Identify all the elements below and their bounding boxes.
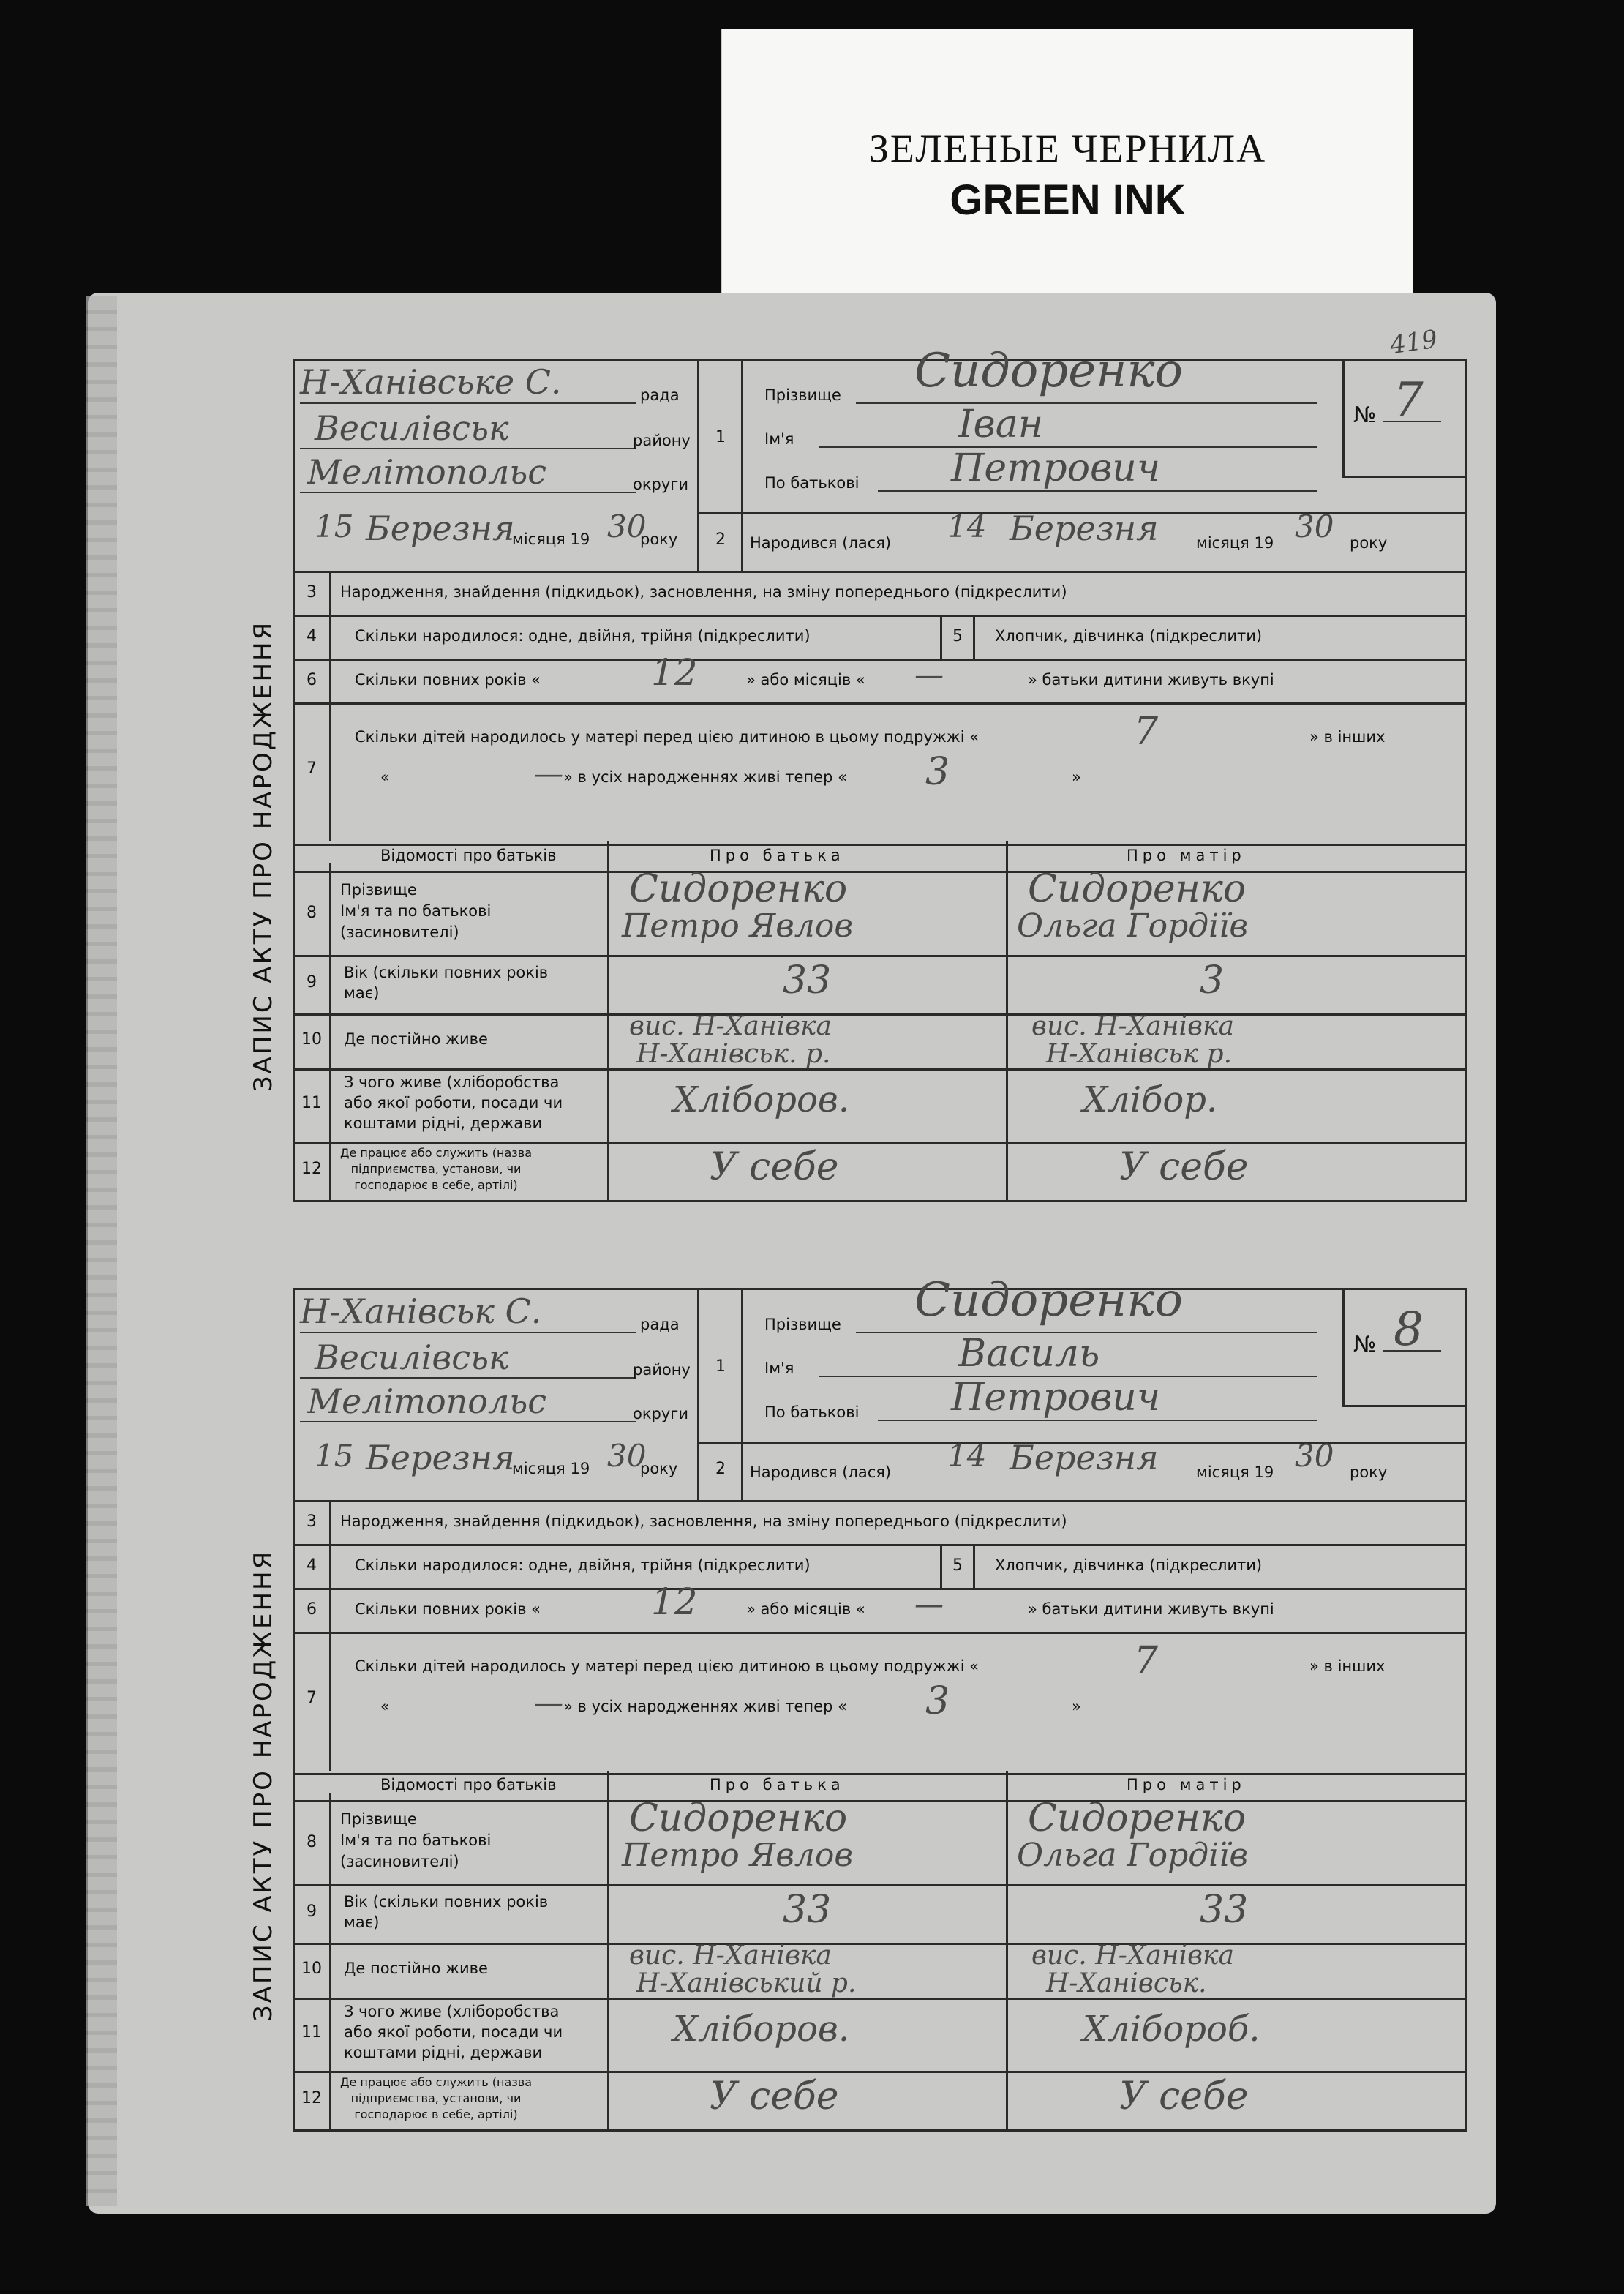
row-number: 10 [301, 1030, 322, 1049]
birth-day: 14 [947, 1438, 987, 1474]
table-divider [1006, 841, 1008, 1200]
row-number: 10 [301, 1960, 322, 1978]
record-side-title [241, 520, 285, 1193]
row6-label-b: » або місяців « [746, 671, 865, 689]
row5-label: Хлопчик, дівчинка (підкреслити) [995, 627, 1263, 645]
rows-3-7 [293, 571, 1467, 846]
row-divider [973, 1544, 975, 1588]
children-other: — [534, 1687, 563, 1720]
mother-workplace: У себе [1119, 2074, 1249, 2118]
mother-name: Ольга Гордіїв [1017, 1837, 1248, 1874]
patronymic-label: По батькові [764, 474, 860, 492]
row-divider [293, 659, 1465, 661]
underline [878, 490, 1317, 492]
row-number: 12 [301, 2089, 322, 2107]
table-header-father: Про батька [710, 1776, 845, 1793]
birth-month: Березня [1010, 509, 1159, 548]
row10-label: Де постійно живе [344, 1030, 488, 1048]
record-number-value: 7 [1394, 373, 1424, 427]
rada-label: рада [640, 1316, 680, 1333]
birth-year-label: року [1350, 1463, 1388, 1481]
reg-month-label: місяця 19 [512, 1460, 590, 1477]
birth-day: 14 [947, 509, 987, 544]
row-divider [329, 571, 331, 841]
underline [856, 402, 1317, 404]
patronymic-value: Петрович [951, 1376, 1161, 1420]
children-other: — [534, 757, 563, 791]
birth-label: Народився (лася) [750, 1463, 892, 1481]
underline [300, 402, 636, 404]
row10-label: Де постійно живе [344, 1960, 488, 1977]
header-divider [741, 1288, 743, 1500]
raion-label: району [633, 432, 691, 449]
raion-label: району [633, 1361, 691, 1379]
reg-year: 30 [607, 1438, 647, 1474]
table-header-mother: Про матір [1127, 847, 1246, 864]
father-surname: Сидоренко [629, 1796, 848, 1840]
row-number: 6 [307, 671, 317, 689]
surname-label: Прізвище [764, 1316, 841, 1333]
table-header-parents: Відомості про батьків [380, 847, 557, 864]
row-number: 5 [952, 627, 963, 645]
mother-surname: Сидоренко [1028, 1796, 1247, 1840]
table-divider [607, 841, 609, 1200]
row6-label-b: » або місяців « [746, 1600, 865, 1618]
father-residence-1: вис. Н-Ханівка [629, 1941, 832, 1971]
rows-3-7 [293, 1500, 1467, 1775]
underline [1383, 1350, 1441, 1352]
mother-livelihood: Хлібор. [1083, 1079, 1218, 1120]
row-divider [293, 615, 1465, 617]
row-divider [973, 615, 975, 659]
row3-label: Народження, знайдення (підкидьок), засновлення, на зміну попереднього (підкреслити) [340, 583, 1067, 601]
underline [300, 1421, 636, 1422]
table-divider [329, 863, 331, 1200]
field-number-1: 1 [715, 1357, 726, 1376]
ink-label-ru: ЗЕЛЕНЫЕ ЧЕРНИЛА [868, 127, 1267, 170]
father-livelihood: Хліборов. [673, 2009, 850, 2050]
page-number: 419 [1388, 324, 1440, 361]
row-number: 9 [307, 973, 317, 992]
ink-label-card [721, 29, 1413, 296]
father-workplace: У себе [710, 2074, 839, 2118]
underline [878, 1420, 1317, 1421]
record-number-label: № [1353, 402, 1377, 428]
row-divider [293, 1588, 1465, 1590]
table-divider [293, 1998, 1465, 2000]
reg-month: Березня [366, 509, 515, 548]
row7-label-a: Скільки дітей народилось у матері перед цією дитиною в цьому подружжі « [355, 728, 980, 746]
row-number: 4 [307, 1556, 317, 1575]
children-this-marriage: 7 [1134, 1639, 1159, 1683]
row7-label-b: » в інших [1309, 728, 1386, 746]
underline [300, 1377, 636, 1379]
okruha-value: Мелітопольс [307, 452, 547, 492]
side-title-text: ЗАПИС АКТУ ПРО НАРОДЖЕННЯ [249, 1549, 278, 2022]
row-number: 5 [952, 1556, 963, 1575]
birth-record-2 [241, 1273, 1467, 2129]
row7-label-a: Скільки дітей народилось у матері перед цією дитиною в цьому подружжі « [355, 1657, 980, 1675]
record-side-title [241, 1449, 285, 2122]
okruha-label: округи [633, 476, 688, 493]
mother-residence-1: вис. Н-Ханівка [1031, 1941, 1234, 1971]
record-number-label: № [1353, 1332, 1377, 1357]
row4-label: Скільки народилося: одне, двійня, трійня (підкреслити) [355, 1556, 811, 1574]
name-label: Ім'я [764, 1360, 794, 1377]
row3-label: Народження, знайдення (підкидьок), засновлення, на зміну попереднього (підкреслити) [340, 1513, 1067, 1530]
row-number: 3 [307, 583, 317, 601]
father-name: Петро Явлов [622, 1837, 854, 1874]
header-divider [1342, 1288, 1345, 1405]
row-divider [329, 1500, 331, 1771]
mother-age: 3 [1200, 959, 1225, 1002]
children-this-marriage: 7 [1134, 710, 1159, 754]
father-residence-2: Н-Ханівський р. [636, 1968, 857, 1998]
row11-label: З чого живе (хліборобства або якої роботи, посади чи коштами рідні, держави [344, 2003, 563, 2061]
header-divider [741, 359, 743, 571]
okruha-value: Мелітопольс [307, 1382, 547, 1421]
father-residence-1: вис. Н-Ханівка [629, 1011, 832, 1041]
reg-year-label: року [640, 1460, 678, 1477]
table-divider [1006, 1771, 1008, 2129]
reg-year: 30 [607, 509, 647, 544]
mother-livelihood: Хлібороб. [1083, 2009, 1260, 2050]
father-name: Петро Явлов [622, 907, 854, 945]
table-divider [607, 1771, 609, 2129]
side-title-text: ЗАПИС АКТУ ПРО НАРОДЖЕННЯ [249, 620, 278, 1092]
row7-label-c: « [380, 1698, 390, 1715]
row-number: 9 [307, 1903, 317, 1921]
months-together: — [914, 659, 944, 692]
birth-month-label: місяця 19 [1196, 534, 1274, 552]
birth-month-label: місяця 19 [1196, 1463, 1274, 1481]
row6-label-c: » батьки дитини живуть вкупі [1028, 671, 1274, 689]
table-divider [293, 1800, 1465, 1802]
header-divider [1342, 476, 1465, 478]
surname-label: Прізвище [764, 386, 841, 404]
raion-value: Весилівськ [315, 1338, 509, 1377]
ink-label-en: GREEN INK [950, 176, 1186, 224]
row12-label: Де працює або служить (назва підприємства, установи, чи господарює в себе, артілі) [340, 1146, 533, 1192]
birth-month: Березня [1010, 1438, 1159, 1477]
row7-label-c: « [380, 768, 390, 786]
table-header-father: Про батька [710, 847, 845, 864]
row7-label-b: » в інших [1309, 1657, 1386, 1675]
rada-label: рада [640, 386, 680, 404]
row-number: 4 [307, 627, 317, 645]
record-number-value: 8 [1394, 1302, 1424, 1357]
name-label: Ім'я [764, 430, 794, 448]
row7-label-e: » [1072, 768, 1081, 786]
header-divider [1342, 359, 1345, 476]
header-divider [697, 359, 699, 571]
row6-label-a: Скільки повних років « [355, 671, 541, 689]
row6-label-a: Скільки повних років « [355, 1600, 541, 1618]
birth-record-1 [241, 344, 1467, 1200]
table-header-parents: Відомості про батьків [380, 1776, 557, 1793]
years-together: 12 [651, 1581, 698, 1623]
header-divider [697, 1288, 699, 1500]
surname-value: Сидоренко [914, 1273, 1184, 1327]
row9-label: Вік (скільки повних років має) [344, 1893, 549, 1931]
reg-day: 15 [315, 509, 354, 544]
birth-year: 30 [1295, 1438, 1334, 1474]
name-value: Василь [958, 1332, 1100, 1376]
underline [300, 1332, 636, 1333]
alive-now: 3 [925, 1679, 950, 1723]
row-number: 3 [307, 1513, 317, 1531]
row8-label: Прізвище Ім'я та по батькові (засиновителі) [340, 881, 492, 941]
underline [300, 492, 636, 493]
okruha-label: округи [633, 1405, 688, 1422]
father-livelihood: Хліборов. [673, 1079, 850, 1120]
table-divider [293, 1013, 1465, 1016]
row4-label: Скільки народилося: одне, двійня, трійня (підкреслити) [355, 627, 811, 645]
father-age: 33 [783, 959, 832, 1002]
row7-label-d: » в усіх народженнях живі тепер « [563, 768, 847, 786]
mother-surname: Сидоренко [1028, 867, 1247, 911]
birth-year: 30 [1295, 509, 1334, 544]
reg-year-label: року [640, 531, 678, 548]
table-header-mother: Про матір [1127, 1776, 1246, 1793]
reg-month-label: місяця 19 [512, 531, 590, 548]
table-divider [293, 955, 1465, 957]
years-together: 12 [651, 651, 698, 694]
patronymic-label: По батькові [764, 1403, 860, 1421]
row-number: 6 [307, 1600, 317, 1619]
name-value: Іван [958, 402, 1044, 446]
underline [1383, 421, 1441, 422]
rada-value: Н-Ханівське С. [300, 362, 562, 402]
patronymic-value: Петрович [951, 446, 1161, 490]
mother-residence-1: вис. Н-Ханівка [1031, 1011, 1234, 1041]
surname-value: Сидоренко [914, 344, 1184, 398]
table-divider [329, 1793, 331, 2129]
mother-residence-2: Н-Ханівськ р. [1046, 1039, 1233, 1069]
alive-now: 3 [925, 750, 950, 794]
row12-label: Де працює або служить (назва підприємства, установи, чи господарює в себе, артілі) [340, 2075, 533, 2121]
page-binding [86, 296, 117, 2206]
mother-age: 33 [1200, 1888, 1249, 1932]
field-number-1: 1 [715, 428, 726, 446]
header-divider [1342, 1405, 1465, 1407]
mother-workplace: У себе [1119, 1145, 1249, 1189]
table-divider [293, 1142, 1465, 1144]
raion-value: Весилівськ [315, 408, 509, 448]
father-workplace: У себе [710, 1145, 839, 1189]
field-number-2: 2 [715, 1460, 726, 1478]
row8-label: Прізвище Ім'я та по батькові (засиновителі) [340, 1810, 492, 1870]
table-divider [293, 1943, 1465, 1945]
row-divider [293, 1544, 1465, 1546]
row9-label: Вік (скільки повних років має) [344, 964, 549, 1002]
rada-value: Н-Ханівськ С. [300, 1292, 542, 1331]
row7-label-e: » [1072, 1698, 1081, 1715]
months-together: — [914, 1588, 944, 1622]
birth-label: Народився (лася) [750, 534, 892, 552]
field-number-2: 2 [715, 531, 726, 549]
row-number: 11 [301, 1094, 322, 1112]
row6-label-c: » батьки дитини живуть вкупі [1028, 1600, 1274, 1618]
row-number: 7 [307, 760, 317, 778]
reg-day: 15 [315, 1438, 354, 1474]
row-number: 8 [307, 1833, 317, 1851]
table-divider [293, 1068, 1465, 1071]
father-surname: Сидоренко [629, 867, 848, 911]
row5-label: Хлопчик, дівчинка (підкреслити) [995, 1556, 1263, 1574]
reg-month: Березня [366, 1438, 515, 1477]
row-number: 7 [307, 1689, 317, 1707]
row-number: 12 [301, 1160, 322, 1178]
table-divider [293, 871, 1465, 873]
row11-label: З чого живе (хліборобства або якої роботи, посади чи коштами рідні, держави [344, 1073, 563, 1132]
father-age: 33 [783, 1888, 832, 1932]
table-divider [293, 2071, 1465, 2073]
father-residence-2: Н-Ханівськ. р. [636, 1039, 831, 1069]
table-divider [293, 1884, 1465, 1886]
underline [300, 448, 636, 449]
row7-label-d: » в усіх народженнях живі тепер « [563, 1698, 847, 1715]
birth-year-label: року [1350, 534, 1388, 552]
mother-name: Ольга Гордіїв [1017, 907, 1248, 945]
row-number: 8 [307, 904, 317, 922]
row-divider [293, 702, 1465, 705]
mother-residence-2: Н-Ханівськ. [1046, 1968, 1207, 1998]
row-number: 11 [301, 2023, 322, 2042]
row-divider [293, 1632, 1465, 1634]
